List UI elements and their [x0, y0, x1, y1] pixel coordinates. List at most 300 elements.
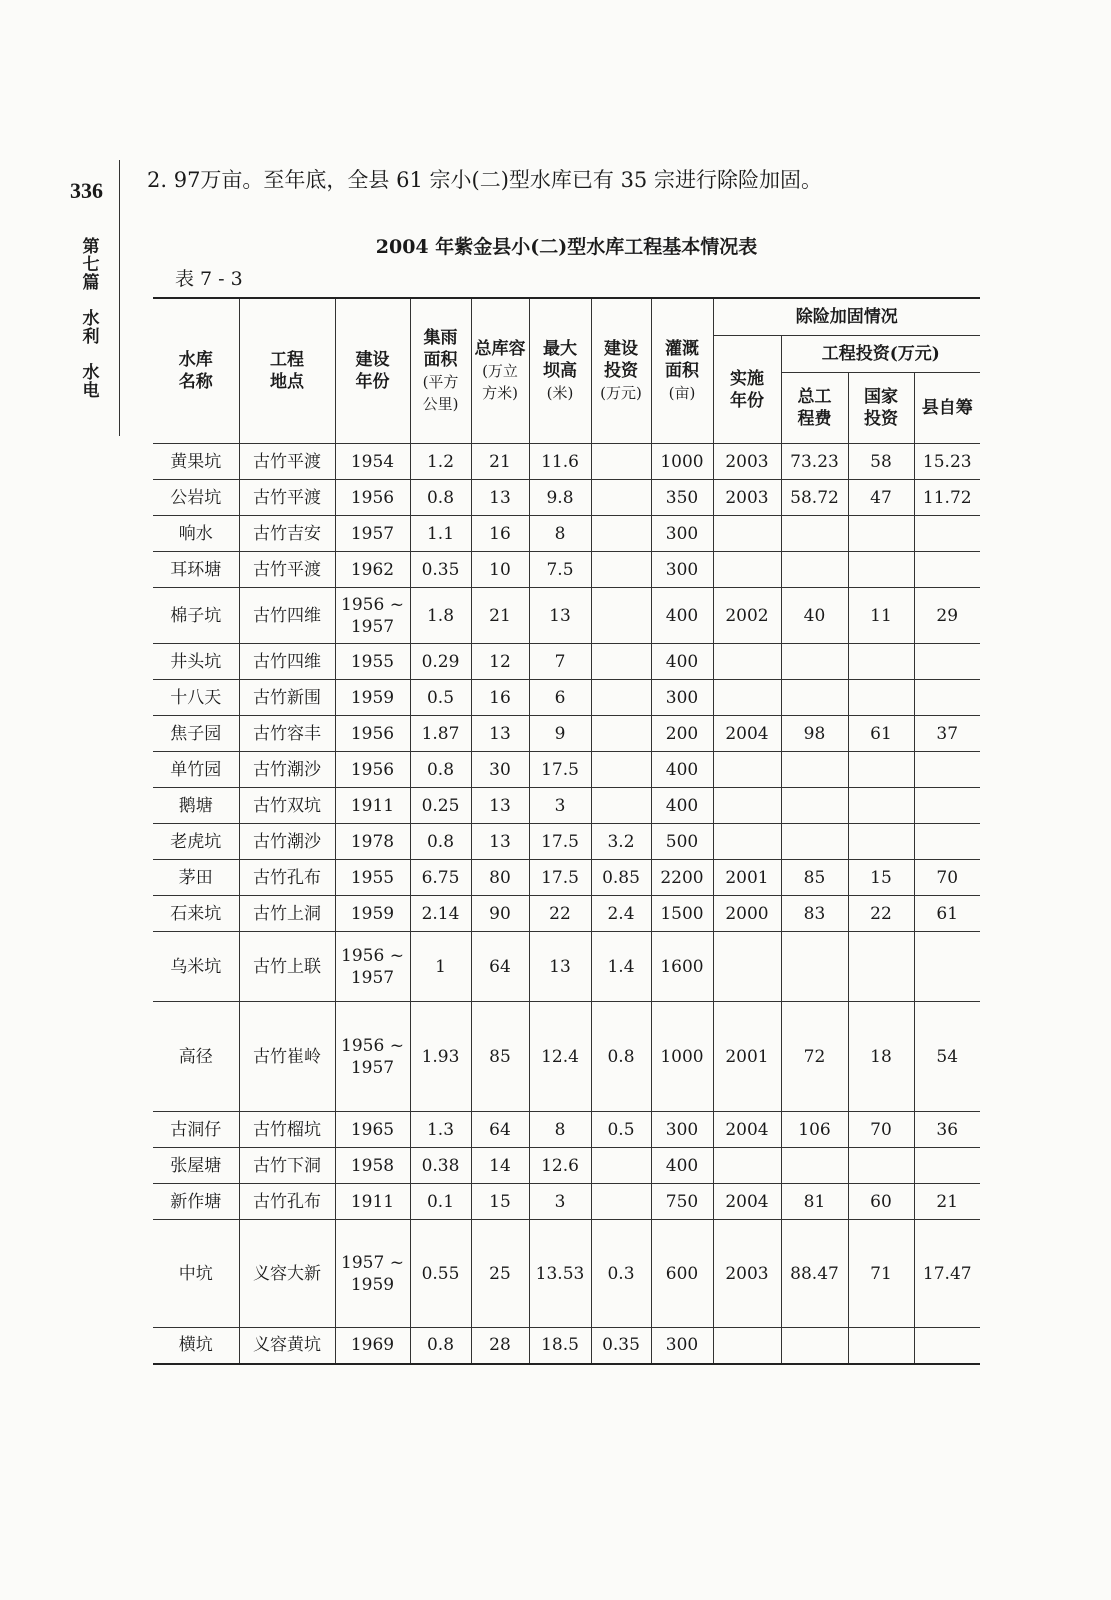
cell-state	[848, 752, 914, 788]
cell-total: 88.47	[781, 1220, 848, 1328]
cell-name: 响水	[153, 516, 239, 552]
cell-total	[781, 516, 848, 552]
cell-year: 1955	[335, 644, 410, 680]
cell-dam-height: 17.5	[529, 752, 591, 788]
cell-irrigation: 600	[651, 1220, 713, 1328]
side-label-char	[80, 292, 102, 310]
cell-name: 焦子园	[153, 716, 239, 752]
cell-dam-height: 12.6	[529, 1148, 591, 1184]
cell-location: 古竹潮沙	[239, 824, 335, 860]
cell-county	[914, 1328, 980, 1364]
cell-year: 1956 ~ 1957	[335, 588, 410, 644]
cell-impl-year: 2004	[713, 716, 781, 752]
cell-name: 井头坑	[153, 644, 239, 680]
cell-county: 70	[914, 860, 980, 896]
cell-total: 106	[781, 1112, 848, 1148]
header-year-built: 建设 年份	[335, 298, 410, 444]
intro-paragraph: 2. 97万亩。至年底，全县 61 宗小(二)型水库已有 35 宗进行除险加固。	[147, 168, 822, 192]
cell-total	[781, 752, 848, 788]
cell-capacity: 30	[471, 752, 529, 788]
cell-irrigation: 350	[651, 480, 713, 516]
cell-year: 1955	[335, 860, 410, 896]
cell-capacity: 85	[471, 1002, 529, 1112]
cell-total	[781, 552, 848, 588]
cell-capacity: 12	[471, 644, 529, 680]
cell-catchment: 0.1	[410, 1184, 471, 1220]
cell-dam-height: 12.4	[529, 1002, 591, 1112]
cell-location: 古竹孔布	[239, 860, 335, 896]
cell-investment	[591, 644, 651, 680]
cell-year: 1911	[335, 1184, 410, 1220]
cell-location: 古竹榴坑	[239, 1112, 335, 1148]
cell-investment	[591, 1148, 651, 1184]
cell-state: 71	[848, 1220, 914, 1328]
cell-name: 黄果坑	[153, 444, 239, 480]
table-row	[153, 1220, 980, 1328]
cell-impl-year	[713, 1328, 781, 1364]
cell-investment	[591, 788, 651, 824]
cell-state	[848, 516, 914, 552]
cell-impl-year	[713, 516, 781, 552]
cell-location: 古竹潮沙	[239, 752, 335, 788]
cell-investment	[591, 516, 651, 552]
cell-county	[914, 1148, 980, 1184]
table-row	[153, 896, 980, 932]
table-number: 表 7 - 3	[175, 268, 243, 290]
side-label-char: 水	[82, 363, 100, 383]
cell-irrigation: 400	[651, 788, 713, 824]
cell-state	[848, 824, 914, 860]
cell-catchment: 6.75	[410, 860, 471, 896]
cell-irrigation: 400	[651, 588, 713, 644]
cell-location: 古竹下洞	[239, 1148, 335, 1184]
table-row	[153, 860, 980, 896]
cell-state: 58	[848, 444, 914, 480]
cell-irrigation: 1500	[651, 896, 713, 932]
cell-catchment: 1.87	[410, 716, 471, 752]
header-dam-height-main: 最大 坝高	[543, 339, 577, 381]
cell-impl-year	[713, 752, 781, 788]
cell-year: 1956	[335, 480, 410, 516]
cell-name: 张屋塘	[153, 1148, 239, 1184]
header-name: 水库 名称	[153, 298, 239, 444]
cell-county: 29	[914, 588, 980, 644]
cell-impl-year: 2002	[713, 588, 781, 644]
header-catchment-main: 集雨 面积	[423, 328, 458, 370]
cell-state: 18	[848, 1002, 914, 1112]
cell-year: 1959	[335, 680, 410, 716]
table-row	[153, 932, 980, 1002]
side-label-char: 利	[82, 327, 100, 347]
cell-name: 单竹园	[153, 752, 239, 788]
cell-capacity: 64	[471, 1112, 529, 1148]
cell-irrigation: 1000	[651, 1002, 713, 1112]
cell-year: 1954	[335, 444, 410, 480]
header-irrigation-main: 灌溉 面积	[665, 339, 699, 381]
cell-total: 58.72	[781, 480, 848, 516]
cell-catchment: 0.25	[410, 788, 471, 824]
cell-impl-year: 2004	[713, 1112, 781, 1148]
header-catchment	[410, 298, 471, 444]
cell-total: 85	[781, 860, 848, 896]
chapter-side-label	[80, 238, 102, 400]
cell-irrigation: 2200	[651, 860, 713, 896]
cell-state	[848, 552, 914, 588]
cell-dam-height: 7.5	[529, 552, 591, 588]
header-dam-height	[529, 298, 591, 444]
cell-dam-height: 6	[529, 680, 591, 716]
cell-investment	[591, 480, 651, 516]
cell-location: 古竹双坑	[239, 788, 335, 824]
cell-state	[848, 1148, 914, 1184]
cell-irrigation: 400	[651, 1148, 713, 1184]
cell-name: 乌米坑	[153, 932, 239, 1002]
header-location: 工程 地点	[239, 298, 335, 444]
cell-impl-year	[713, 1148, 781, 1184]
reservoir-table	[153, 297, 980, 1365]
cell-impl-year	[713, 788, 781, 824]
cell-irrigation: 750	[651, 1184, 713, 1220]
table-row	[153, 788, 980, 824]
header-total-cost: 总工 程费	[781, 373, 848, 444]
cell-impl-year	[713, 680, 781, 716]
cell-capacity: 10	[471, 552, 529, 588]
cell-total: 72	[781, 1002, 848, 1112]
cell-total: 40	[781, 588, 848, 644]
cell-impl-year	[713, 644, 781, 680]
cell-total: 81	[781, 1184, 848, 1220]
cell-capacity: 15	[471, 1184, 529, 1220]
cell-year: 1958	[335, 1148, 410, 1184]
cell-irrigation: 300	[651, 680, 713, 716]
cell-state: 11	[848, 588, 914, 644]
table-row	[153, 588, 980, 644]
cell-total	[781, 788, 848, 824]
header-investment-unit: (万元)	[600, 384, 642, 402]
cell-investment	[591, 752, 651, 788]
cell-year: 1969	[335, 1328, 410, 1364]
table-row	[153, 1184, 980, 1220]
cell-location: 古竹崔岭	[239, 1002, 335, 1112]
cell-name: 中坑	[153, 1220, 239, 1328]
cell-location: 古竹上联	[239, 932, 335, 1002]
cell-irrigation: 400	[651, 752, 713, 788]
cell-name: 新作塘	[153, 1184, 239, 1220]
cell-catchment: 0.55	[410, 1220, 471, 1328]
cell-impl-year: 2003	[713, 480, 781, 516]
cell-dam-height: 13	[529, 588, 591, 644]
cell-irrigation: 300	[651, 1328, 713, 1364]
cell-dam-height: 17.5	[529, 824, 591, 860]
cell-irrigation: 500	[651, 824, 713, 860]
cell-name: 古洞仔	[153, 1112, 239, 1148]
header-investment-main: 建设 投资	[604, 339, 638, 381]
cell-impl-year: 2001	[713, 1002, 781, 1112]
cell-impl-year	[713, 824, 781, 860]
cell-investment	[591, 716, 651, 752]
header-impl-year: 实施 年份	[713, 336, 781, 444]
cell-dam-height: 8	[529, 1112, 591, 1148]
table-row	[153, 444, 980, 480]
cell-total	[781, 1148, 848, 1184]
cell-investment	[591, 680, 651, 716]
cell-irrigation: 400	[651, 644, 713, 680]
cell-catchment: 0.8	[410, 480, 471, 516]
table-row	[153, 1112, 980, 1148]
cell-county: 61	[914, 896, 980, 932]
cell-county	[914, 932, 980, 1002]
cell-location: 古竹吉安	[239, 516, 335, 552]
table-row	[153, 516, 980, 552]
header-irrigation-unit: (亩)	[668, 384, 696, 402]
cell-state: 15	[848, 860, 914, 896]
cell-location: 古竹上洞	[239, 896, 335, 932]
cell-irrigation: 300	[651, 1112, 713, 1148]
cell-county	[914, 552, 980, 588]
cell-total	[781, 1328, 848, 1364]
table-row	[153, 552, 980, 588]
cell-name: 石来坑	[153, 896, 239, 932]
cell-capacity: 21	[471, 444, 529, 480]
cell-county	[914, 644, 980, 680]
table-row	[153, 824, 980, 860]
cell-investment	[591, 1184, 651, 1220]
cell-investment	[591, 444, 651, 480]
cell-year: 1959	[335, 896, 410, 932]
cell-irrigation: 300	[651, 516, 713, 552]
cell-name: 棉子坑	[153, 588, 239, 644]
cell-location: 古竹四维	[239, 644, 335, 680]
cell-dam-height: 3	[529, 1184, 591, 1220]
cell-name: 鹅塘	[153, 788, 239, 824]
cell-catchment: 0.8	[410, 1328, 471, 1364]
cell-impl-year: 2001	[713, 860, 781, 896]
cell-year: 1965	[335, 1112, 410, 1148]
cell-state: 60	[848, 1184, 914, 1220]
cell-catchment: 0.35	[410, 552, 471, 588]
table-row	[153, 716, 980, 752]
cell-total: 83	[781, 896, 848, 932]
cell-year: 1978	[335, 824, 410, 860]
cell-dam-height: 17.5	[529, 860, 591, 896]
cell-impl-year	[713, 932, 781, 1002]
cell-county: 17.47	[914, 1220, 980, 1328]
cell-name: 老虎坑	[153, 824, 239, 860]
cell-location: 古竹平渡	[239, 480, 335, 516]
cell-county: 54	[914, 1002, 980, 1112]
cell-catchment: 1.8	[410, 588, 471, 644]
header-reinforcement: 除险加固情况	[713, 298, 980, 336]
header-capacity	[471, 298, 529, 444]
side-label-char: 七	[82, 255, 100, 275]
side-label-char: 第	[82, 237, 100, 257]
cell-catchment: 0.8	[410, 752, 471, 788]
cell-name: 高径	[153, 1002, 239, 1112]
cell-state	[848, 644, 914, 680]
cell-irrigation: 1600	[651, 932, 713, 1002]
header-state-investment: 国家 投资	[848, 373, 914, 444]
cell-dam-height: 7	[529, 644, 591, 680]
side-rule	[119, 160, 120, 436]
cell-capacity: 16	[471, 680, 529, 716]
header-capacity-main: 总库容	[474, 339, 526, 359]
cell-county	[914, 680, 980, 716]
cell-irrigation: 1000	[651, 444, 713, 480]
table-row	[153, 1148, 980, 1184]
cell-state	[848, 680, 914, 716]
cell-catchment: 0.29	[410, 644, 471, 680]
cell-impl-year: 2000	[713, 896, 781, 932]
cell-location: 古竹四维	[239, 588, 335, 644]
cell-location: 义容大新	[239, 1220, 335, 1328]
cell-name: 公岩坑	[153, 480, 239, 516]
table-row	[153, 752, 980, 788]
cell-year: 1911	[335, 788, 410, 824]
page-number: 336	[70, 178, 103, 203]
cell-dam-height: 8	[529, 516, 591, 552]
cell-capacity: 21	[471, 588, 529, 644]
side-label-char: 水	[82, 309, 100, 329]
cell-year: 1956	[335, 716, 410, 752]
table-row	[153, 480, 980, 516]
header-investment	[591, 298, 651, 444]
cell-catchment: 1	[410, 932, 471, 1002]
cell-catchment: 1.93	[410, 1002, 471, 1112]
cell-name: 茅田	[153, 860, 239, 896]
side-label-char	[80, 346, 102, 364]
cell-county: 21	[914, 1184, 980, 1220]
cell-year: 1962	[335, 552, 410, 588]
cell-dam-height: 22	[529, 896, 591, 932]
cell-county	[914, 824, 980, 860]
table-row	[153, 1002, 980, 1112]
cell-county: 15.23	[914, 444, 980, 480]
cell-location: 古竹孔布	[239, 1184, 335, 1220]
cell-state: 70	[848, 1112, 914, 1148]
cell-state: 61	[848, 716, 914, 752]
cell-catchment: 0.5	[410, 680, 471, 716]
cell-year: 1956 ~ 1957	[335, 1002, 410, 1112]
cell-catchment: 1.2	[410, 444, 471, 480]
cell-investment	[591, 552, 651, 588]
cell-investment: 0.35	[591, 1328, 651, 1364]
cell-irrigation: 300	[651, 552, 713, 588]
cell-impl-year: 2004	[713, 1184, 781, 1220]
cell-investment: 0.85	[591, 860, 651, 896]
cell-catchment: 1.1	[410, 516, 471, 552]
cell-catchment: 0.8	[410, 824, 471, 860]
header-irrigation	[651, 298, 713, 444]
cell-capacity: 14	[471, 1148, 529, 1184]
header-county-funds: 县自筹	[914, 373, 980, 444]
cell-investment	[591, 588, 651, 644]
cell-dam-height: 13	[529, 932, 591, 1002]
cell-location: 古竹容丰	[239, 716, 335, 752]
cell-total	[781, 932, 848, 1002]
cell-dam-height: 13.53	[529, 1220, 591, 1328]
cell-location: 古竹平渡	[239, 552, 335, 588]
cell-county	[914, 516, 980, 552]
side-label-char: 篇	[82, 273, 100, 293]
cell-county: 36	[914, 1112, 980, 1148]
cell-state: 22	[848, 896, 914, 932]
cell-total: 73.23	[781, 444, 848, 480]
cell-name: 十八天	[153, 680, 239, 716]
cell-capacity: 90	[471, 896, 529, 932]
cell-irrigation: 200	[651, 716, 713, 752]
cell-location: 古竹新围	[239, 680, 335, 716]
cell-total	[781, 824, 848, 860]
table-row	[153, 644, 980, 680]
cell-capacity: 25	[471, 1220, 529, 1328]
cell-catchment: 1.3	[410, 1112, 471, 1148]
cell-capacity: 16	[471, 516, 529, 552]
cell-capacity: 13	[471, 788, 529, 824]
cell-catchment: 0.38	[410, 1148, 471, 1184]
side-label-char: 电	[82, 381, 100, 401]
cell-impl-year: 2003	[713, 444, 781, 480]
cell-county	[914, 752, 980, 788]
cell-investment: 0.8	[591, 1002, 651, 1112]
cell-county: 11.72	[914, 480, 980, 516]
cell-capacity: 13	[471, 824, 529, 860]
cell-dam-height: 18.5	[529, 1328, 591, 1364]
header-project-investment: 工程投资(万元)	[781, 336, 980, 373]
cell-county: 37	[914, 716, 980, 752]
cell-total	[781, 680, 848, 716]
cell-impl-year	[713, 552, 781, 588]
cell-total: 98	[781, 716, 848, 752]
cell-name: 耳环塘	[153, 552, 239, 588]
header-catchment-unit: (平方 公里)	[422, 373, 459, 413]
cell-state	[848, 1328, 914, 1364]
cell-capacity: 80	[471, 860, 529, 896]
cell-state	[848, 788, 914, 824]
cell-dam-height: 9	[529, 716, 591, 752]
cell-state: 47	[848, 480, 914, 516]
cell-dam-height: 11.6	[529, 444, 591, 480]
cell-investment: 0.5	[591, 1112, 651, 1148]
cell-state	[848, 932, 914, 1002]
cell-name: 横坑	[153, 1328, 239, 1364]
cell-dam-height: 3	[529, 788, 591, 824]
header-capacity-unit: (万立 方米)	[482, 362, 518, 402]
cell-location: 古竹平渡	[239, 444, 335, 480]
cell-year: 1956	[335, 752, 410, 788]
cell-year: 1956 ~ 1957	[335, 932, 410, 1002]
cell-capacity: 13	[471, 716, 529, 752]
cell-capacity: 28	[471, 1328, 529, 1364]
table-title: 2004 年紫金县小(二)型水库工程基本情况表	[375, 236, 758, 258]
cell-year: 1957 ~ 1959	[335, 1220, 410, 1328]
cell-year: 1957	[335, 516, 410, 552]
cell-catchment: 2.14	[410, 896, 471, 932]
header-dam-height-unit: (米)	[546, 384, 574, 402]
cell-dam-height: 9.8	[529, 480, 591, 516]
cell-investment: 0.3	[591, 1220, 651, 1328]
cell-capacity: 13	[471, 480, 529, 516]
cell-investment: 3.2	[591, 824, 651, 860]
cell-investment: 2.4	[591, 896, 651, 932]
cell-capacity: 64	[471, 932, 529, 1002]
table-body	[153, 444, 980, 1364]
cell-location: 义容黄坑	[239, 1328, 335, 1364]
cell-total	[781, 644, 848, 680]
cell-impl-year: 2003	[713, 1220, 781, 1328]
table-row	[153, 1328, 980, 1364]
cell-county	[914, 788, 980, 824]
cell-investment: 1.4	[591, 932, 651, 1002]
